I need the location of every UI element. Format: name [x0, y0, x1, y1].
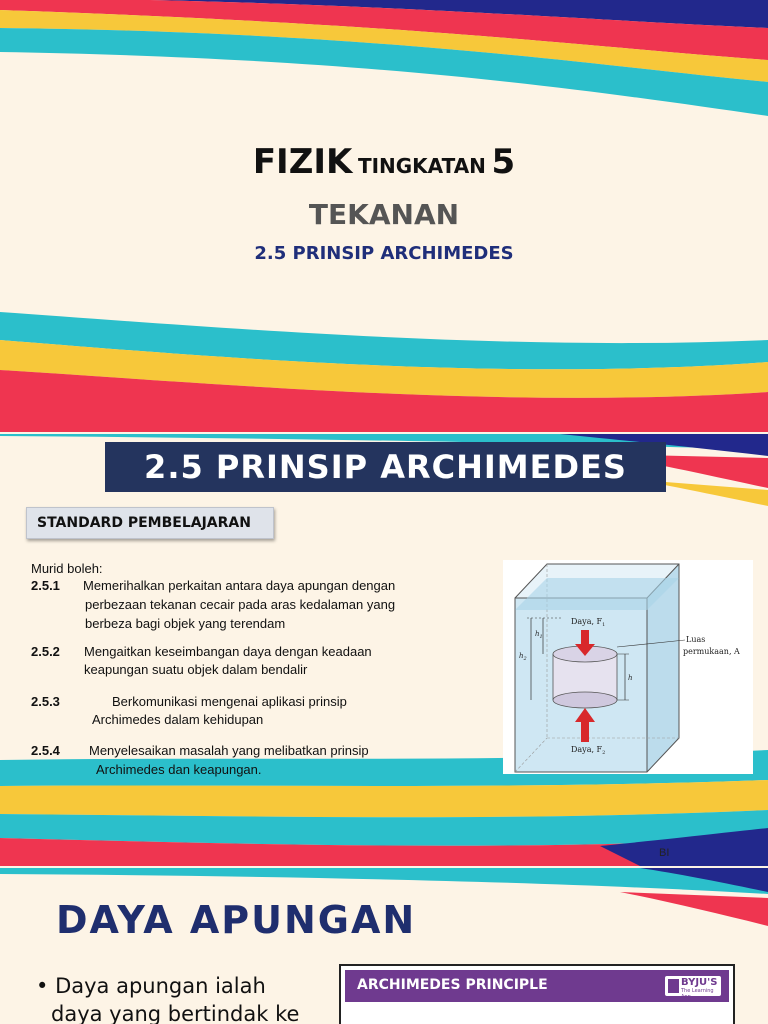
objective-1	[31, 576, 60, 595]
objective-2	[31, 642, 60, 661]
byjus-logo-text: BYJU'S	[681, 977, 718, 988]
objective-4-line-2: Archimedes dan keapungan.	[96, 762, 262, 777]
objective-4-number: 2.5.4	[31, 743, 60, 758]
image-header	[345, 970, 729, 1002]
objective-3-line-2: Archimedes dalam kehidupan	[92, 712, 264, 727]
objective-3	[31, 692, 60, 711]
standard-label: STANDARD PEMBELAJARAN	[26, 507, 274, 539]
objective-1-line-2: perbezaan tekanan cecair pada aras kedalaman yang	[85, 597, 396, 612]
objective-3-number: 2.5.3	[31, 694, 60, 709]
byjus-logo	[665, 976, 721, 1000]
objective-2-line-1: Mengaitkan keseimbangan daya dengan keadaan	[84, 644, 372, 659]
area-label-line-1: Luas	[686, 635, 706, 644]
title-number: 5	[491, 142, 516, 182]
slide-title	[0, 0, 768, 432]
h-label: h	[628, 674, 633, 682]
buoyancy-title: DAYA APUNGAN	[56, 898, 417, 942]
objective-1-line-3: berbeza bagi objek yang terendam	[85, 616, 286, 631]
submerged-cylinder-figure	[503, 560, 753, 774]
h1-label: $h_1$	[535, 630, 543, 640]
intro-text: Murid boleh:	[31, 561, 103, 576]
title-main: FIZIK	[252, 142, 353, 182]
archimedes-principle-image	[339, 964, 735, 1024]
objective-4	[31, 741, 60, 760]
buoyancy-diagram	[503, 560, 753, 774]
objective-2-number: 2.5.2	[31, 644, 60, 659]
footer-tag: BI	[659, 847, 670, 859]
byjus-logo-icon	[668, 979, 679, 993]
bullet-line-2: daya yang bertindak ke	[51, 1002, 300, 1024]
bullet-line-1: • Daya apungan ialah	[36, 974, 266, 998]
slide-title-heading	[0, 142, 768, 182]
area-label-line-2: permukaan, A	[683, 647, 740, 656]
objective-3-line-1: Berkomunikasi mengenai aplikasi prinsip	[112, 694, 347, 709]
objective-2-line-2: keapungan suatu objek dalam bendalir	[84, 662, 308, 677]
section-banner: 2.5 PRINSIP ARCHIMEDES	[105, 442, 666, 492]
byjus-logo-sub: The Learning App	[681, 988, 714, 1000]
slide-learning-standards	[0, 434, 768, 866]
section-title: 2.5 PRINSIP ARCHIMEDES	[254, 243, 514, 264]
force-bottom-label: Daya, $F_2$	[571, 745, 606, 756]
objective-1-line-1: Memerihalkan perkaitan antara daya apungan dengan	[83, 578, 396, 593]
image-title: ARCHIMEDES PRINCIPLE	[357, 977, 548, 993]
h2-label: $h_2$	[519, 652, 527, 662]
title-small: TINGKATAN	[357, 154, 486, 178]
objective-4-line-1: Menyelesaikan masalah yang melibatkan prinsip	[89, 743, 369, 758]
objective-1-number: 2.5.1	[31, 578, 60, 593]
buoyancy-bullet	[36, 972, 326, 1024]
force-top-label: Daya, $F_1$	[571, 617, 606, 628]
slide-buoyancy	[0, 868, 768, 1024]
subtitle: TEKANAN	[308, 198, 460, 231]
